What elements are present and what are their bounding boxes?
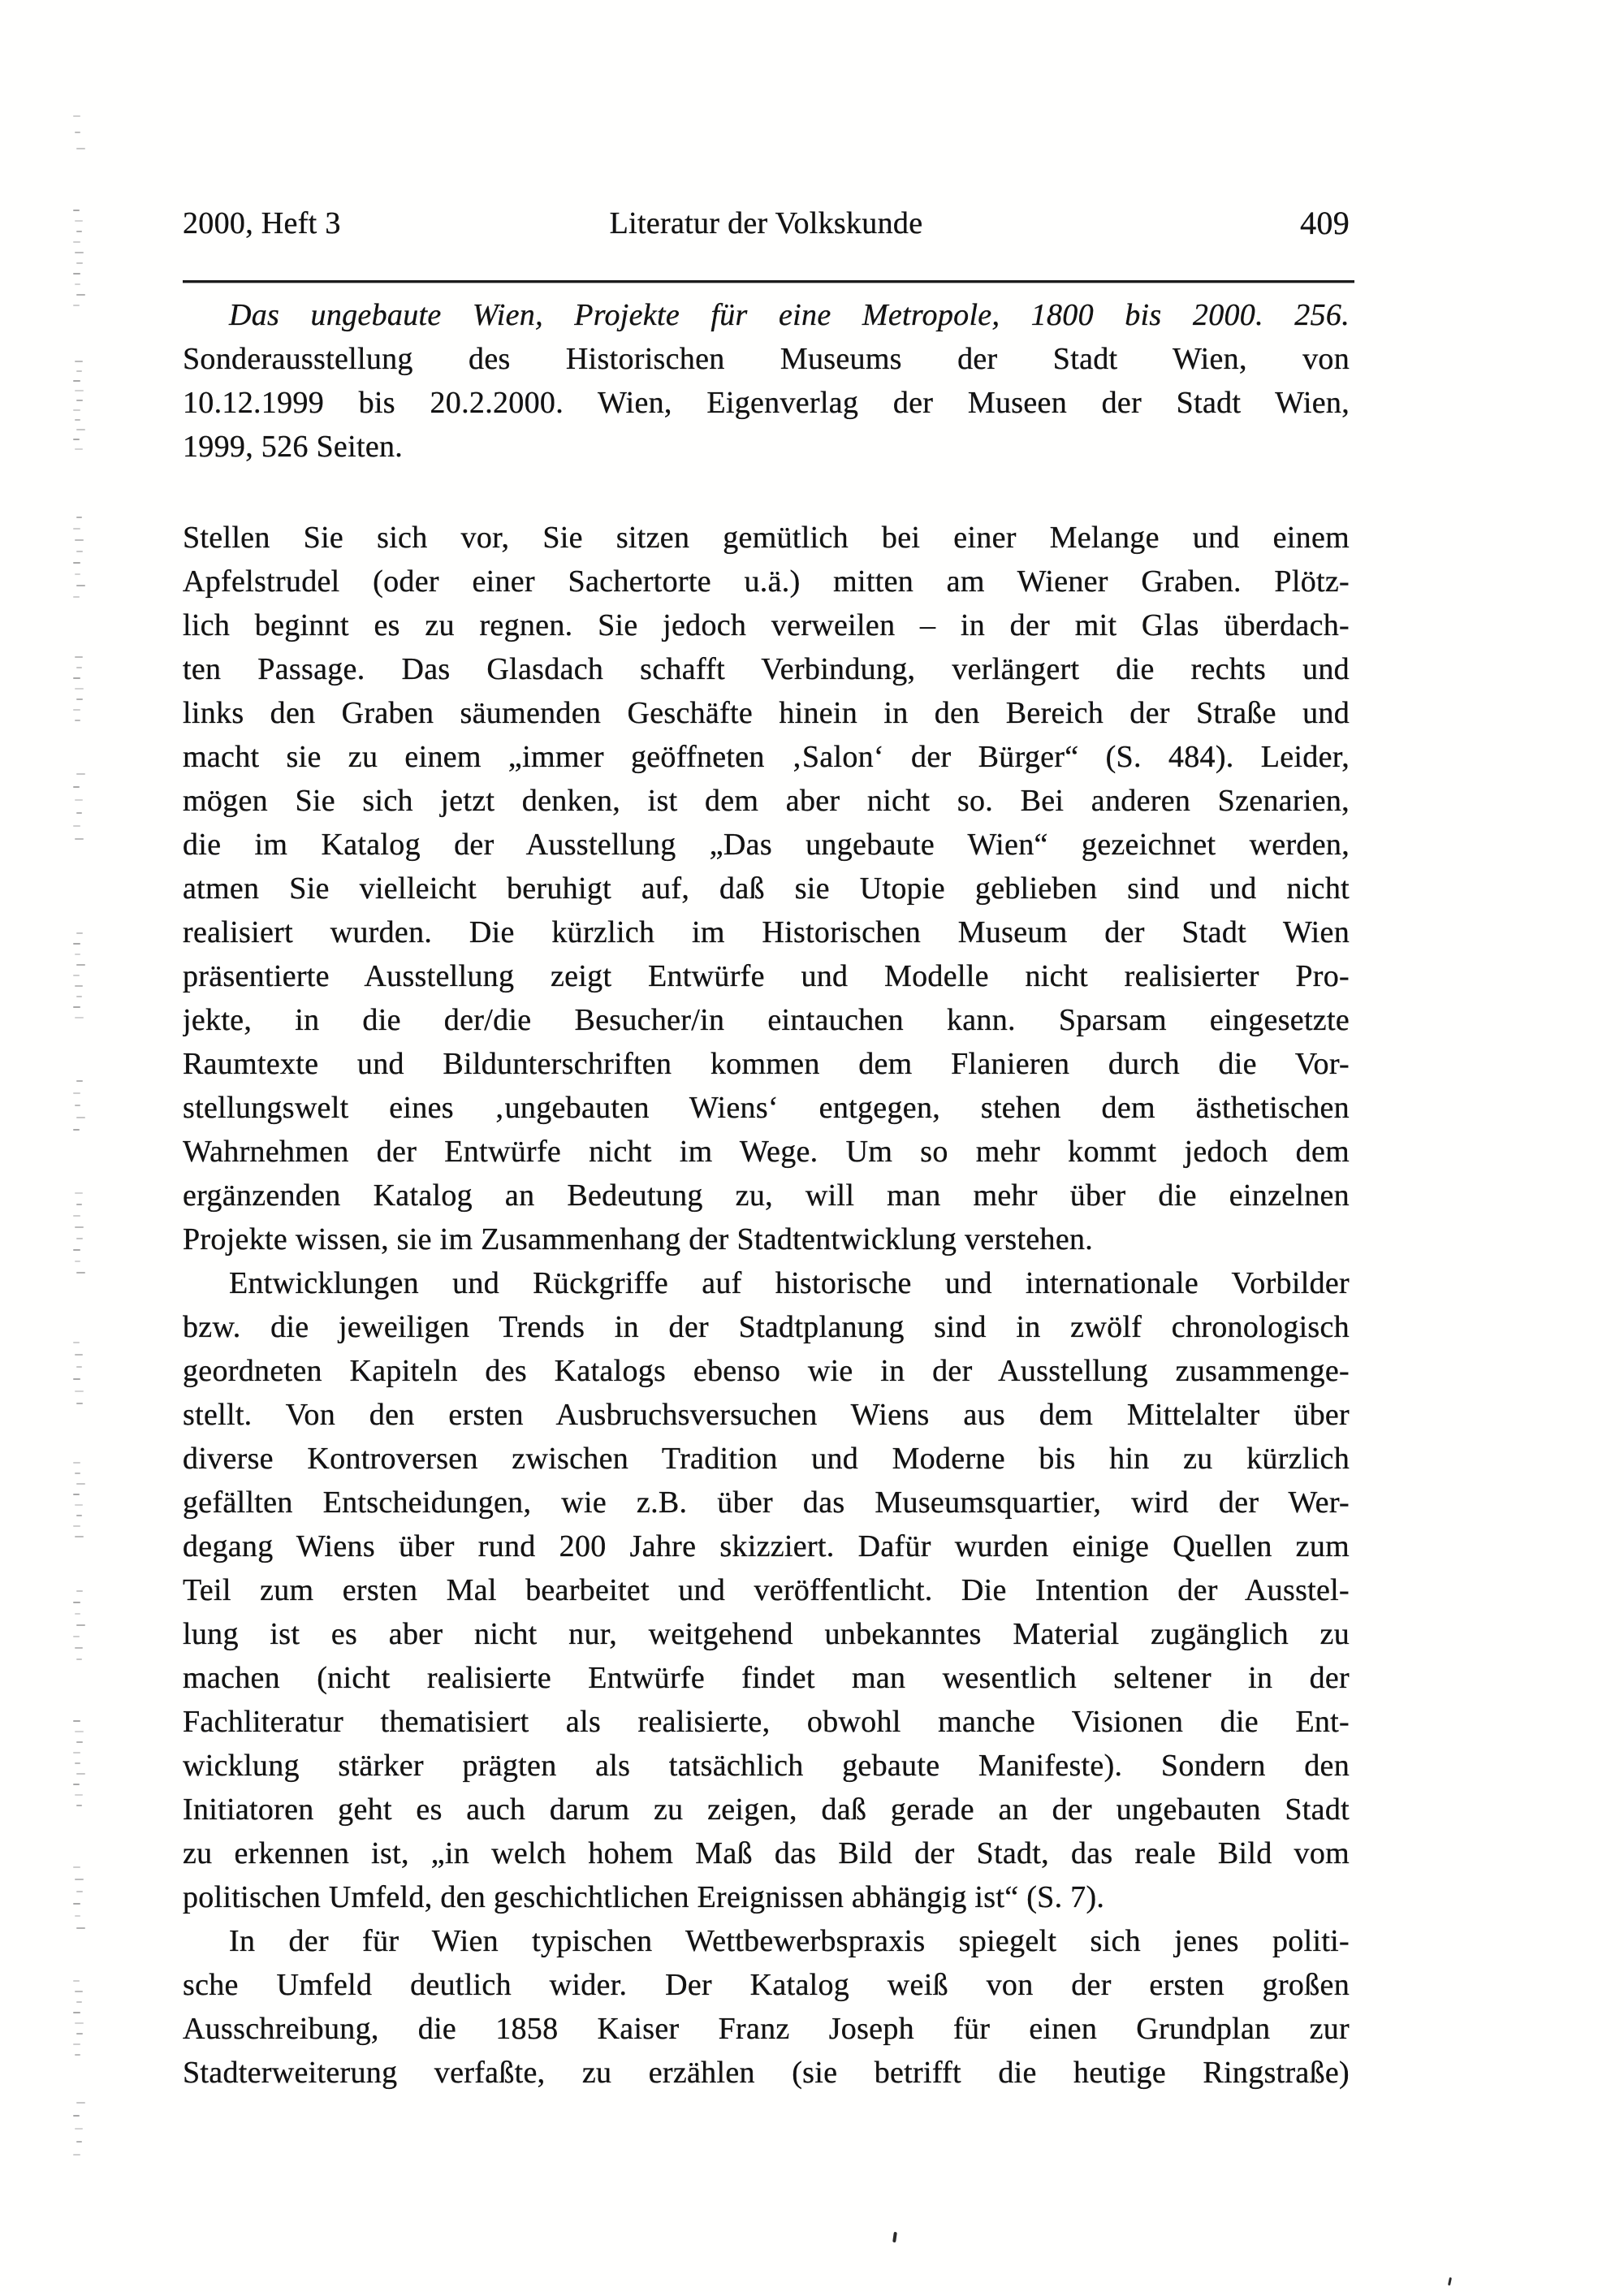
scan-artifact-mark xyxy=(76,1117,85,1118)
scan-artifact-mark xyxy=(75,1017,84,1018)
scan-artifact-mark xyxy=(75,1794,83,1796)
text-line: Ausschreibung, die 1858 Kaiser Franz Joseph für einen Grundplan zur xyxy=(183,2012,1350,2046)
scan-artifact-mark xyxy=(76,2033,83,2035)
scan-artifact-mark xyxy=(75,688,84,690)
scan-artifact-mark xyxy=(75,390,84,391)
scan-artifact-mark xyxy=(76,773,85,775)
text-line: ten Passage. Das Glasdach schafft Verbindung, verlängert die rechts und xyxy=(183,652,1350,686)
paragraph xyxy=(183,1919,1350,2095)
scan-artifact-mark xyxy=(76,585,85,586)
scan-artifact-mark xyxy=(75,1473,80,1474)
scan-artifact-mark xyxy=(76,2001,82,2003)
scan-artifact-mark xyxy=(76,551,83,552)
review-body xyxy=(183,516,1350,2095)
text-line: Initiatoren geht es auch darum zu zeigen, daß gerade an der ungebauten Stadt xyxy=(183,1793,1350,1827)
scan-artifact-mark xyxy=(76,812,82,814)
scan-artifact-mark xyxy=(75,2022,84,2024)
scan-artifact-mark xyxy=(75,361,83,362)
text-line: präsentierte Ausstellung zeigt Entwürfe und Modelle nicht realisierter Pro- xyxy=(183,959,1350,993)
text-line: bzw. die jeweiligen Trends in der Stadtplanung sind in zwölf chronologisch xyxy=(183,1310,1350,1344)
scan-speck xyxy=(1448,2277,1452,2286)
scan-artifact-mark xyxy=(73,1752,80,1754)
text-line: Stadterweiterung verfaßte, zu erzählen (sie betrifft die heutige Ringstraße) xyxy=(183,2056,1350,2090)
scan-artifact-mark xyxy=(76,1204,82,1205)
scan-artifact-mark xyxy=(73,1720,80,1722)
text-line: realisiert wurden. Die kürzlich im Historischen Museum der Stadt Wien xyxy=(183,915,1350,949)
scan-artifact-mark xyxy=(73,305,80,306)
scan-artifact-mark xyxy=(73,1494,80,1495)
scan-artifact-mark xyxy=(75,1613,80,1615)
text-line: lung ist es aber nicht nur, weitgehend unbekanntes Material zugänglich zu xyxy=(183,1617,1350,1651)
scan-artifact-mark xyxy=(75,539,84,541)
scan-artifact-mark xyxy=(76,517,82,518)
text-line: diverse Kontroversen zwischen Tradition und Moderne bis hin zu kürzlich xyxy=(183,1442,1350,1476)
journal-section-title: Literatur der Volkskunde xyxy=(609,206,923,240)
text-line: lich beginnt es zu regnen. Sie jedoch verweilen – in der mit Glas überdach- xyxy=(183,608,1350,642)
scan-artifact-mark xyxy=(73,1980,80,1982)
scan-artifact-mark xyxy=(73,439,80,440)
text-line: gefällten Entscheidungen, wie z.B. über das Museumsquartier, wird der Wer- xyxy=(183,1485,1350,1520)
scan-artifact-mark xyxy=(73,1462,80,1464)
text-line: jekte, in die der/die Besucher/in eintauchen kann. Sparsam eingesetzte xyxy=(183,1003,1350,1037)
scan-artifact-mark xyxy=(73,1006,80,1008)
scan-artifact-mark xyxy=(73,709,80,711)
scan-artifact-mark xyxy=(73,2043,80,2045)
text-line: die im Katalog der Ausstellung „Das ungebaute Wien“ gezeichnet werden, xyxy=(183,828,1350,862)
scan-artifact-mark xyxy=(75,1647,83,1649)
scan-artifact-mark xyxy=(76,370,82,372)
scan-artifact-mark xyxy=(73,1215,80,1217)
scan-artifact-mark xyxy=(73,562,80,564)
scan-artifact-mark xyxy=(76,429,85,430)
scan-artifact-mark xyxy=(75,283,80,285)
running-header xyxy=(183,205,1350,242)
text-line: links den Graben säumenden Geschäfte hinein in den Bereich der Straße und xyxy=(183,696,1350,730)
scan-artifact-mark xyxy=(76,2102,85,2104)
scan-artifact-mark xyxy=(76,231,82,232)
paragraph xyxy=(183,1261,1350,1919)
scan-artifact-mark xyxy=(76,698,83,700)
scan-artifact-mark xyxy=(76,1624,85,1626)
scan-artifact-mark xyxy=(76,932,83,934)
scan-artifact-mark xyxy=(73,1525,80,1527)
page-number: 409 xyxy=(1300,205,1350,241)
scan-artifact-mark xyxy=(75,838,84,840)
scan-artifact-mark xyxy=(73,380,80,382)
scan-artifact-mark xyxy=(73,409,80,411)
scan-artifact-mark xyxy=(76,1927,85,1929)
scan-artifact-mark xyxy=(73,975,80,976)
scan-artifact-mark xyxy=(76,1805,82,1806)
scan-artifact-mark xyxy=(73,1342,80,1343)
scan-artifact-mark xyxy=(75,1105,80,1106)
scan-artifact-mark xyxy=(76,1238,83,1239)
scan-artifact-mark xyxy=(73,2154,80,2156)
scan-artifact-mark xyxy=(75,1915,80,1917)
scan-artifact-mark xyxy=(76,1741,83,1743)
text-line: Apfelstrudel (oder einer Sachertorte u.ä.) mitten am Wiener Graben. Plötz- xyxy=(183,564,1350,599)
scan-artifact-mark xyxy=(75,1731,84,1732)
scan-artifact-mark xyxy=(76,148,85,149)
scan-artifact-mark xyxy=(76,294,85,296)
paragraph xyxy=(183,516,1350,1261)
text-line: geordneten Kapiteln des Katalogs ebenso wie in der Ausstellung zusammenge- xyxy=(183,1354,1350,1388)
scan-artifact-mark xyxy=(75,419,80,421)
scan-artifact-mark xyxy=(73,1378,80,1380)
scan-artifact-mark xyxy=(75,954,80,955)
scan-artifact-mark xyxy=(75,1390,84,1392)
scan-artifact-mark xyxy=(75,1192,83,1194)
text-line: wicklung stärker prägten als tatsächlich gebaute Manifeste). Sondern den xyxy=(183,1749,1350,1783)
scan-artifact-mark xyxy=(76,1080,83,1082)
scan-artifact-mark xyxy=(75,1991,83,1992)
scan-artifact-mark xyxy=(75,1261,80,1262)
text-line: sche Umfeld deutlich wider. Der Katalog weiß von der ersten großen xyxy=(183,1968,1350,2002)
scan-artifact-mark xyxy=(73,2012,80,2013)
text-line: degang Wiens über rund 200 Jahre skizziert. Dafür wurden einige Quellen zum xyxy=(183,1529,1350,1563)
scan-artifact-mark xyxy=(75,656,83,658)
scan-artifact-mark xyxy=(73,528,80,530)
text-line: Das ungebaute Wien, Projekte für eine Metropole, 1800 bis 2000. 256. xyxy=(229,298,1350,332)
text-line: stellt. Von den ersten Ausbruchsversuchen Wiens aus dem Mittelalter über xyxy=(183,1398,1350,1432)
scan-artifact-mark xyxy=(76,667,82,668)
scan-artifact-mark xyxy=(75,1879,84,1880)
text-line: Stellen Sie sich vor, Sie sitzen gemütlich bei einer Melange und einem xyxy=(183,521,1350,555)
scan-artifact-mark xyxy=(76,1590,83,1592)
scan-artifact-mark xyxy=(76,1366,82,1368)
scan-speck xyxy=(892,2232,897,2242)
scan-artifact-mark xyxy=(75,1504,83,1506)
text-line: Projekte wissen, sie im Zusammenhang der Stadtentwicklung verstehen. xyxy=(183,1222,1094,1256)
text-line: ergänzenden Katalog an Bedeutung zu, will man mehr über die einzelnen xyxy=(183,1178,1350,1213)
text-line: Teil zum ersten Mal bearbeitet und veröffentlicht. Die Intention der Ausstel- xyxy=(183,1573,1350,1607)
scan-artifact-mark xyxy=(75,220,83,222)
text-line: Sonderausstellung des Historischen Museums der Stadt Wien, von xyxy=(183,342,1350,376)
journal-issue-label: 2000, Heft 3 xyxy=(183,206,341,240)
text-line: atmen Sie vielleicht beruhigt auf, daß sie Utopie geblieben sind und nicht xyxy=(183,871,1350,906)
scan-artifact-mark xyxy=(73,1866,80,1868)
scan-artifact-mark xyxy=(73,273,80,275)
scan-artifact-mark xyxy=(73,825,80,827)
scan-artifact-mark xyxy=(73,1784,80,1785)
text-line: politischen Umfeld, den geschichtlichen Ereignissen abhängig ist“ (S. 7). xyxy=(183,1880,1105,1914)
scan-artifact-mark xyxy=(76,1773,85,1775)
scan-artifact-mark xyxy=(75,132,80,133)
scan-artifact-mark xyxy=(75,573,80,575)
scan-artifact-mark xyxy=(75,448,83,450)
text-line: machen (nicht realisierte Entwürfe findet man wesentlich seltener in der xyxy=(183,1661,1350,1695)
text-line: zu erkennen ist, „in welch hohem Maß das Bild der Stadt, das reale Bild vom xyxy=(183,1836,1350,1870)
text-line: Raumtexte und Bildunterschriften kommen dem Flanieren durch die Vor- xyxy=(183,1047,1350,1081)
scan-artifact-mark xyxy=(73,943,80,945)
scan-artifact-mark xyxy=(76,400,83,401)
scan-artifact-mark xyxy=(76,262,83,264)
scan-artifact-mark xyxy=(75,1762,80,1764)
scan-artifact-mark xyxy=(73,786,80,788)
scan-artifact-mark xyxy=(73,115,80,117)
text-line: 10.12.1999 bis 20.2.2000. Wien, Eigenverlag der Museen der Stadt Wien, xyxy=(183,386,1350,420)
scan-artifact-mark xyxy=(73,1636,80,1637)
scan-artifact-mark xyxy=(73,241,80,243)
scan-artifact-mark xyxy=(76,1483,85,1485)
scan-artifact-mark xyxy=(76,1891,83,1892)
scan-artifact-mark xyxy=(76,2141,82,2143)
scan-artifact-mark xyxy=(73,596,80,598)
book-citation xyxy=(183,293,1350,469)
scan-artifact-mark xyxy=(76,1658,82,1660)
scan-artifact-mark xyxy=(75,720,80,721)
scan-artifact-mark xyxy=(76,1272,85,1274)
scan-artifact-mark xyxy=(75,2128,83,2130)
scan-artifact-mark xyxy=(76,996,82,997)
scan-artifact-mark xyxy=(75,985,83,987)
scan-artifact-mark xyxy=(75,799,83,801)
scan-artifact-mark xyxy=(73,677,80,679)
scan-artifact-mark xyxy=(75,2054,80,2056)
scan-artifact-mark xyxy=(73,1602,80,1603)
header-rule xyxy=(183,280,1354,283)
scan-artifact-mark xyxy=(73,2115,80,2117)
text-line: Wahrnehmen der Entwürfe nicht im Wege. Um so mehr kommt jedoch dem xyxy=(183,1135,1350,1169)
scan-artifact-mark xyxy=(73,1129,80,1131)
scan-artifact-mark xyxy=(73,1903,80,1905)
scan-artifact-mark xyxy=(76,1515,82,1516)
text-line: Entwicklungen und Rückgriffe auf historische und internationale Vorbilder xyxy=(229,1266,1350,1300)
text-line: In der für Wien typischen Wettbewerbspraxis spiegelt sich jenes politi- xyxy=(229,1924,1350,1958)
scan-artifact-mark xyxy=(75,1354,83,1356)
text-line: stellungswelt eines ‚ungebauten Wiens‘ entgegen, stehen dem ästhetischen xyxy=(183,1091,1350,1125)
text-line: mögen Sie sich jetzt denken, ist dem aber nicht so. Bei anderen Szenarien, xyxy=(183,784,1350,818)
text-line: macht sie zu einem „immer geöffneten ‚Salon‘ der Bürger“ (S. 484). Leider, xyxy=(183,740,1350,774)
scan-artifact-mark xyxy=(76,964,85,966)
text-line: Fachliteratur thematisiert als realisierte, obwohl manche Visionen die Ent- xyxy=(183,1705,1350,1739)
scan-artifact-mark xyxy=(75,252,84,253)
scan-artifact-mark xyxy=(73,1092,80,1094)
scan-artifact-mark xyxy=(73,210,80,211)
scan-artifact-mark xyxy=(73,1249,80,1251)
text-line: 1999, 526 Seiten. xyxy=(183,430,404,464)
scan-artifact-mark xyxy=(76,1403,83,1404)
scan-artifact-mark xyxy=(75,1226,84,1228)
scan-artifact-mark xyxy=(75,1536,84,1537)
